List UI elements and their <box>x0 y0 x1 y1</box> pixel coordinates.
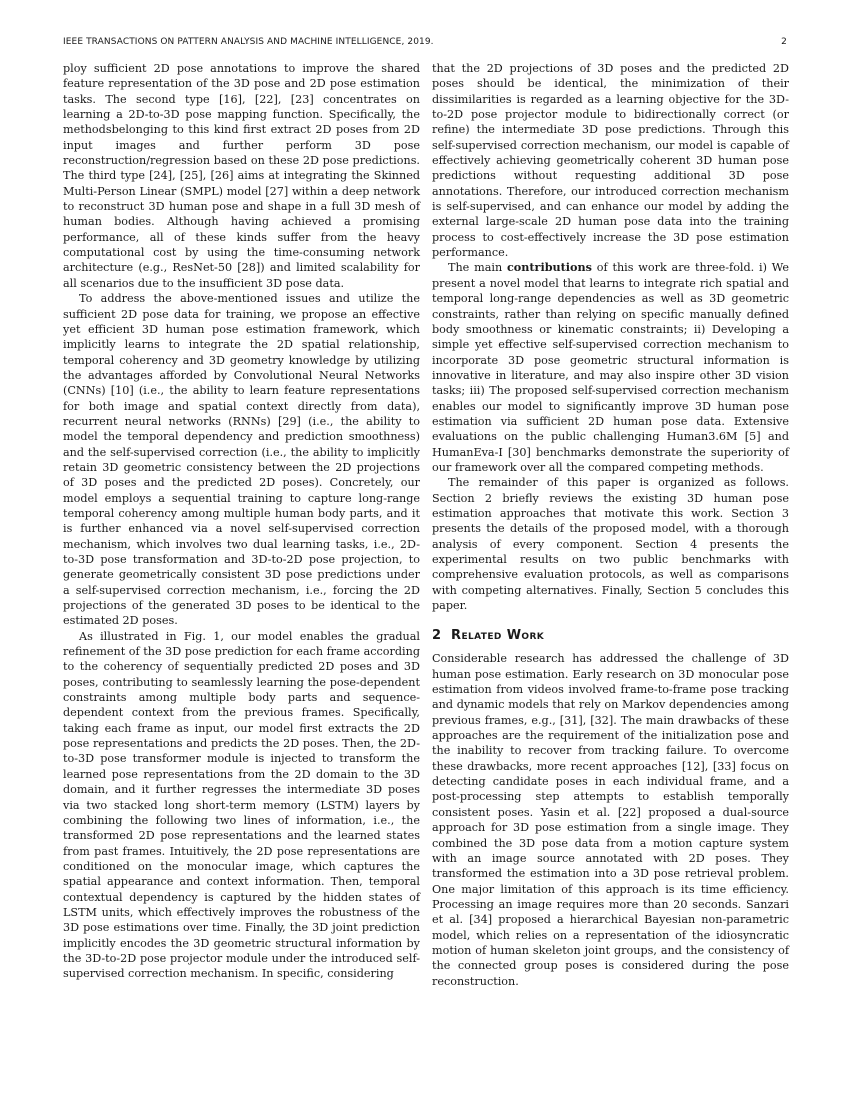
page-number: 2 <box>781 37 787 47</box>
paragraph-rest: of this work are three-fold. i) We present a novel model that learns to integrate rich spatial and temporal long-range dependencies as well as 3D geometric constraints, rather than relying on specific manually defined body smoothness or kinematic constraints; ii) Developing a simple yet effective self-supervised correction mechanism to incorporate 3D pose geometric structural information is innovative in literature, and may also inspire other 3D vision tasks; iii) The proposed self-supervised correction mechanism enables our model to significantly improve 3D human pose estimation via sufficient 2D human pose data. Extensive evaluations on the public challenging Human3.6M [5] and HumanEva-I [30] benchmarks demonstrate the superiority of our framework over all the compared competing methods. <box>432 261 789 474</box>
running-header <box>63 37 787 51</box>
paragraph: ploy sufficient 2D pose annotations to improve the shared feature representation of the 3D pose and 2D pose estimation tasks. The second type [16], [22], [23] concentrates on learning a 2D-to-3D pose mapping function. Specifically, the methodsbelonging to this kind first extract 2D poses from 2D input images and further perform 3D pose reconstruction/regression based on these 2D pose predictions. The third type [24], [25], [26] aims at integrating the Skinned Multi-Person Linear (SMPL) model [27] within a deep network to reconstruct 3D human pose and shape in a full 3D mesh of human bodies. Although having achieved a promising performance, all of these kinds suffer from the heavy computational cost by using the time-consuming network architecture (e.g., ResNet-50 [28]) and limited scalability for all scenarios due to the insufficient 3D pose data. <box>63 62 420 290</box>
contributions-paragraph <box>432 260 789 475</box>
paragraph-lead: The main <box>448 261 507 275</box>
section-number: 2 <box>432 628 442 644</box>
left-column <box>63 61 420 982</box>
paragraph: To address the above-mentioned issues and utilize the sufficient 2D pose data for training, we propose an effective yet efficient 3D human pose estimation framework, which implicitly learns to integrate the 2D spatial relationship, temporal coherency and 3D geometry knowledge by utilizing the advantages afforded by Convolutional Neural Networks (CNNs) [10] (i.e., the ability to learn feature representations for both image and spatial context directly from data), recurrent neural networks (RNNs) [29] (i.e., the ability to model the temporal dependency and prediction smoothness) and the self-supervised correction (i.e., the ability to implicitly retain 3D geometric consistency between the 2D projections of 3D poses and the predicted 2D poses). Concretely, our model employs a sequential training to capture long-range temporal coherency among multiple human body parts, and it is further enhanced via a novel self-supervised correction mechanism, which involves two dual learning tasks, i.e., 2D-to-3D pose transformation and 3D-to-2D pose projection, to generate geometrically consistent 3D pose predictions under a self-supervised correction mechanism, i.e., forcing the 2D projections of the generated 3D poses to be identical to the estimated 2D poses. <box>63 292 420 628</box>
journal-title: IEEE TRANSACTIONS ON PATTERN ANALYSIS AND MACHINE INTELLIGENCE, 2019. <box>63 37 434 47</box>
section-title: Related Work <box>451 628 545 644</box>
section-heading <box>432 627 789 645</box>
contributions-keyword: contributions <box>506 260 592 275</box>
paragraph: The remainder of this paper is organized as follows. Section 2 briefly reviews the existing 3D human pose estimation approaches that motivate this work. Section 3 presents the details of the proposed model, with a thorough analysis of every component. Section 4 presents the experimental results on two public benchmarks with comprehensive evaluation protocols, as well as comparisons with competing alternatives. Finally, Section 5 concludes this paper. <box>432 476 789 613</box>
right-column <box>432 61 789 989</box>
paragraph: Considerable research has addressed the challenge of 3D human pose estimation. Early research on 3D monocular pose estimation from videos involved frame-to-frame pose tracking and dynamic models that rely on Markov dependencies among previous frames, e.g., [31], [32]. The main drawbacks of these approaches are the requirement of the initialization pose and the inability to recover from tracking failure. To overcome these drawbacks, more recent approaches [12], [33] focus on detecting candidate poses in each individual frame, and a post-processing step attempts to establish temporally consistent poses. Yasin et al. [22] proposed a dual-source approach for 3D pose estimation from a single image. They combined the 3D pose data from a motion capture system with an image source annotated with 2D poses. They transformed the estimation into a 3D pose retrieval problem. One major limitation of this approach is its time efficiency. Processing an image requires more than 20 seconds. Sanzari et al. [34] proposed a hierarchical Bayesian non-parametric model, which relies on a representation of the idiosyncratic motion of human skeleton joint groups, and the consistency of the connected group poses is considered during the pose reconstruction. <box>432 652 789 988</box>
paragraph: that the 2D projections of 3D poses and the predicted 2D poses should be identical, the minimization of their dissimilarities is regarded as a learning objective for the 3D-to-2D pose projector module to bidirectionally correct (or refine) the intermediate 3D pose predictions. Through this self-supervised correction mechanism, our model is capable of effectively achieving geometrically coherent 3D human pose predictions without requesting additional 3D pose annotations. Therefore, our introduced correction mechanism is self-supervised, and can enhance our model by adding the external large-scale 2D human pose data into the training process to cost-effectively increase the 3D pose estimation performance. <box>432 62 789 260</box>
paragraph: As illustrated in Fig. 1, our model enables the gradual refinement of the 3D pose prediction for each frame according to the coherency of sequentially predicted 2D poses and 3D poses, contributing to seamlessly learning the pose-dependent constraints among multiple body parts and sequence-dependent context from the previous frames. Specifically, taking each frame as input, our model first extracts the 2D pose representations and predicts the 2D poses. Then, the 2D-to-3D pose transformer module is injected to transform the learned pose representations from the 2D domain to the 3D domain, and it further regresses the intermediate 3D poses via two stacked long short-term memory (LSTM) layers by combining the following two lines of information, i.e., the transformed 2D pose representations and the learned states from past frames. Intuitively, the 2D pose representations are conditioned on the monocular image, which captures the spatial appearance and context information. Then, temporal contextual dependency is captured by the hidden states of LSTM units, which effectively improves the robustness of the 3D pose estimations over time. Finally, the 3D joint prediction implicitly encodes the 3D geometric structural information by the 3D-to-2D pose projector module under the introduced self-supervised correction mechanism. In specific, considering <box>63 629 420 981</box>
